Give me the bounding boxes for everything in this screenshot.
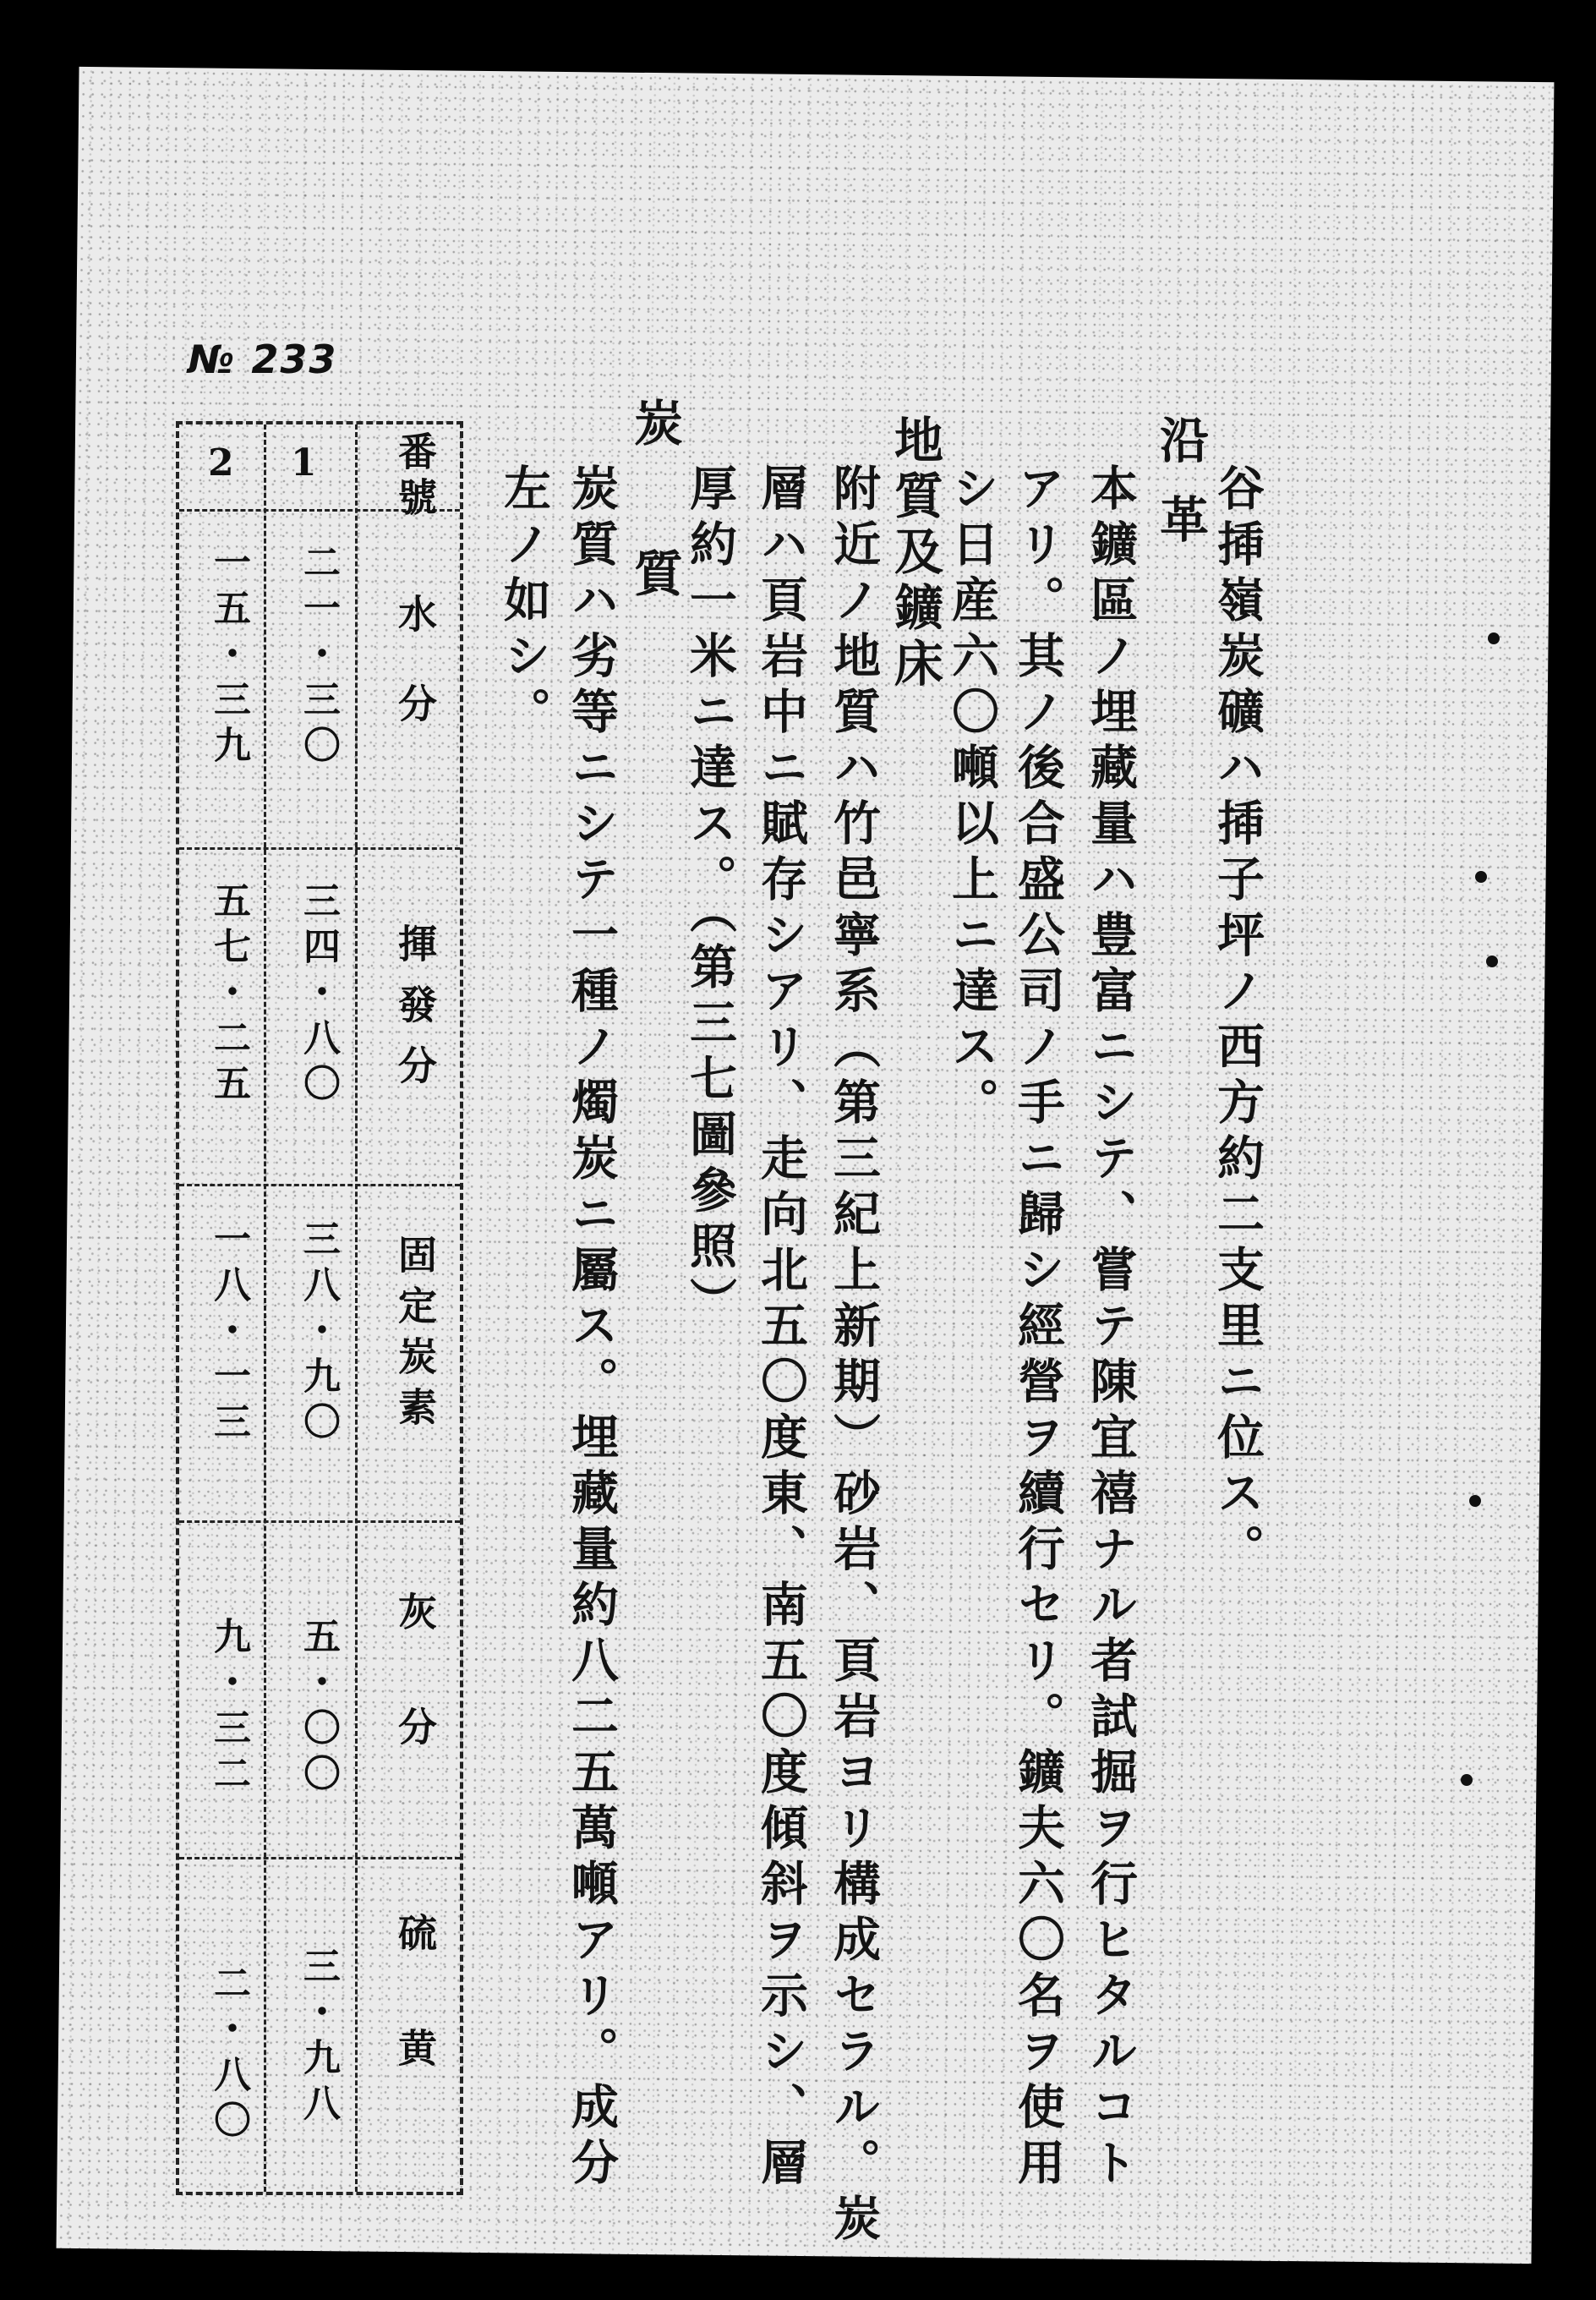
scan-speck bbox=[1488, 632, 1500, 644]
row2-volatile: 五七・二五 bbox=[207, 881, 250, 1109]
table-rule bbox=[179, 1857, 460, 1859]
row1-volatile: 三四・八〇 bbox=[297, 881, 340, 1109]
coal-quality-line: 炭質ハ劣等ニシテ一種ノ燭炭ニ屬ス。埋藏量約八二五萬噸アリ。成分 bbox=[564, 463, 620, 2193]
scan-speck bbox=[1486, 956, 1498, 967]
page-title: 谷揷嶺炭礦ハ揷子坪ノ西方約二支里ニ位ス。 bbox=[1210, 463, 1265, 1580]
table-rule bbox=[179, 1520, 460, 1523]
table-rule bbox=[179, 1184, 460, 1186]
history-line: 本鑛區ノ埋藏量ハ豊富ニシテ、嘗テ陳宜禧ナル者試掘ヲ行ヒタルコト bbox=[1083, 463, 1139, 2193]
row1-moisture: 二一・三〇 bbox=[297, 543, 340, 771]
row1-fixed-carbon: 三八・九〇 bbox=[297, 1219, 340, 1448]
history-line: シ日産六〇噸以上ニ達ス。 bbox=[944, 463, 1000, 1133]
row2-moisture: 一五・三九 bbox=[207, 543, 250, 771]
row1-sulfur: 三・九八 bbox=[297, 1947, 340, 2129]
row2-ash: 九・三二 bbox=[207, 1617, 250, 1799]
row1-number: 1 bbox=[291, 441, 325, 485]
table-divider bbox=[355, 424, 358, 2192]
geology-heading: 地質及鑛床 bbox=[886, 414, 943, 693]
table-rule bbox=[179, 847, 460, 850]
row2-fixed-carbon: 一八・一三 bbox=[207, 1219, 250, 1448]
history-heading: 沿革 bbox=[1151, 414, 1209, 573]
row2-number: 2 bbox=[208, 441, 243, 485]
row1-ash: 五・〇〇 bbox=[297, 1617, 340, 1799]
header-volatile: 揮發分 bbox=[392, 923, 438, 1106]
history-line: アリ。其ノ後合盛公司ノ手ニ歸シ經營ヲ續行セリ。鑛夫六〇名ヲ使用 bbox=[1010, 463, 1066, 2193]
geology-line: 附近ノ地質ハ竹邑寧系（第三紀上新期）砂岩、頁岩ヨリ構成セラル。炭 bbox=[826, 463, 882, 2249]
header-ash: 灰分 bbox=[392, 1591, 438, 1821]
scan-speck bbox=[1475, 871, 1487, 883]
scan-speck bbox=[1469, 1495, 1481, 1507]
header-sulfur: 硫黄 bbox=[392, 1913, 438, 2143]
header-number: 番號 bbox=[392, 431, 438, 523]
header-moisture: 水分 bbox=[392, 594, 438, 773]
coal-quality-heading: 炭質 bbox=[626, 397, 683, 698]
scan-speck bbox=[1461, 1774, 1473, 1786]
geology-line: 厚約一米ニ達ス。（第三七圖參照） bbox=[682, 463, 738, 1333]
analysis-table bbox=[176, 421, 463, 2195]
page-number: № 233 bbox=[188, 337, 338, 382]
geology-line: 層ハ頁岩中ニ賦存シアリ、走向北五〇度東、南五〇度傾斜ヲ示シ、層 bbox=[753, 463, 809, 2193]
header-fixed-carbon: 固定炭素 bbox=[392, 1235, 438, 1438]
coal-quality-line: 左ノ如シ。 bbox=[496, 463, 552, 742]
row2-sulfur: 二・八〇 bbox=[207, 1963, 250, 2146]
table-divider bbox=[264, 424, 266, 2192]
